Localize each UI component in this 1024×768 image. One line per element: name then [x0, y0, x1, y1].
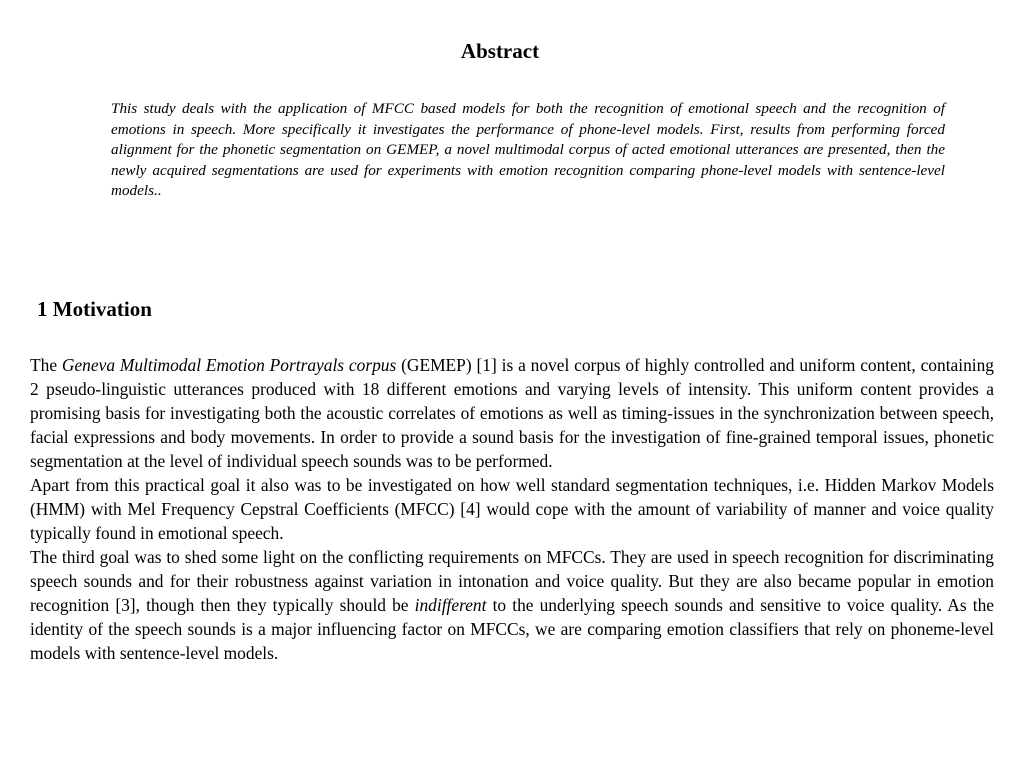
paragraph-2: Apart from this practical goal it also was to be investigated on how well standard segmentation techniques, i.e. Hidden Markov Models (HMM) with Mel Frequency Cepstral Coefficients (MFCC) [4] would cope with the amount of variability of manner and voice quality typically found in emotional speech. — [30, 475, 994, 543]
paragraph-3-rest: to the underlying speech sounds and sensitive to voice quality. As the identity of the speech sounds is a major influencing factor on MFCCs, we are comparing emotion classifiers that rely on phoneme-level models with sentence-level models. — [30, 595, 994, 663]
section-heading: 1 Motivation — [37, 297, 152, 321]
abstract-heading: Abstract — [460, 39, 540, 63]
indifferent-italic: indifferent — [414, 595, 487, 615]
paragraph-1-rest: (GEMEP) [1] is a novel corpus of highly controlled and uniform content, containing 2 pseudo-linguistic utterances produced with 18 different emotions and varying levels of intensity. This uniform content provides a promising basis for investigating both the acoustic correlates of emotions as well as timing-issues in the synchronization between speech, facial expressions and body movements. In order to provide a sound basis for the investigation of fine-grained temporal issues, phonetic segmentation at the level of individual speech sounds was to be performed. — [30, 355, 994, 471]
abstract-text: This study deals with the application of MFCC based models for both the recognition of emotional speech and the recognition of emotions in speech. More specifically it investigates the performance of phone-level models. First, results from performing forced alignment for the phonetic segmentation on GEMEP, a novel multimodal corpus of acted emotional utterances are presented, then the newly acquired segmentations are used for experiments with emotion recognition comparing phone-level models with sentence-level models.. — [111, 100, 945, 199]
paragraph-1 — [30, 353, 994, 473]
motivation-body — [30, 353, 994, 665]
paragraph-1-lead: The — [30, 355, 62, 375]
paragraph-3 — [30, 545, 994, 665]
paragraph-3-lead: The third goal was to shed some light on the conflicting requirements on MFCCs. They are used in speech recognition for discriminating speech sounds and for their robustness against variation in intonation and voice quality. But they are also became popular in emotion recognition [3], though then they typically should be — [30, 547, 994, 615]
corpus-name-italic: Geneva Multimodal Emotion Portrayals corpus — [61, 355, 397, 375]
